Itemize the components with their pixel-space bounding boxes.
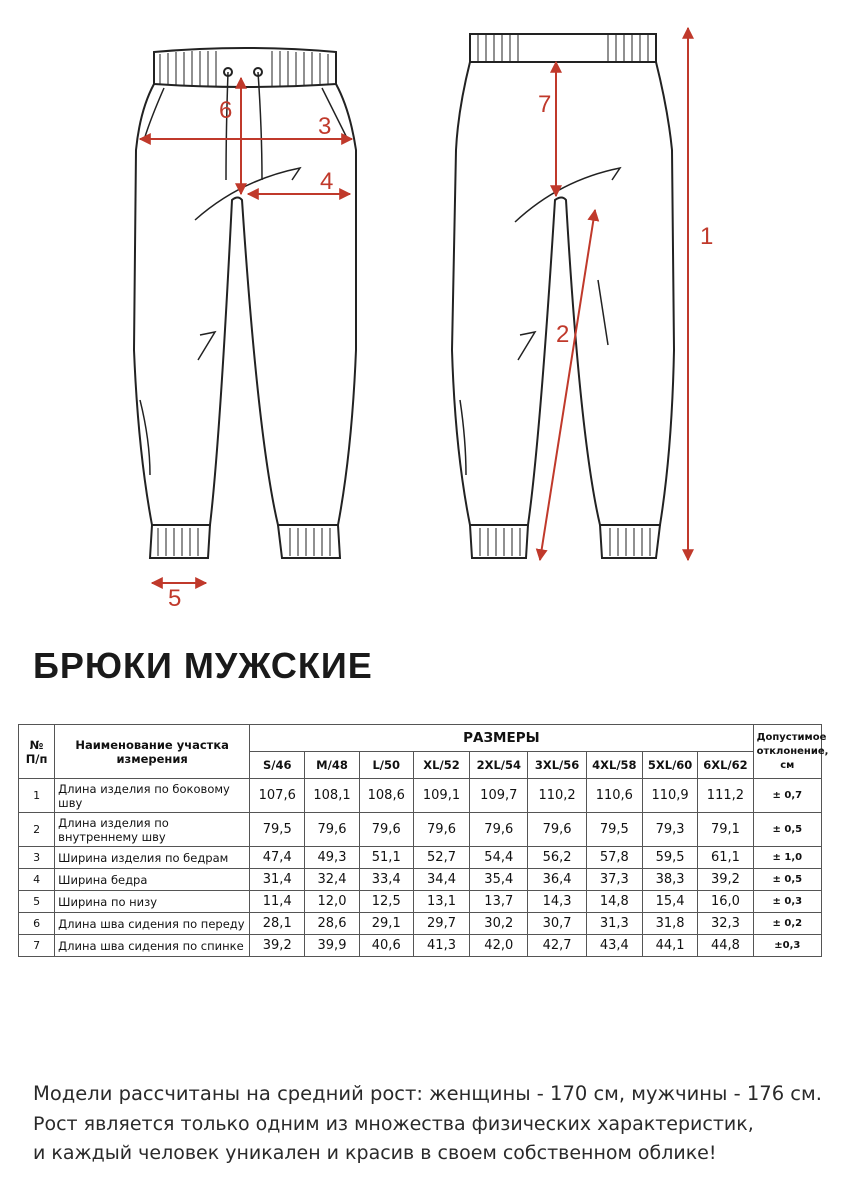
measure-label-5: 5 [168, 585, 182, 612]
header-sizes: РАЗМЕРЫ [250, 725, 753, 752]
size-value: 31,4 [250, 869, 305, 891]
size-value: 52,7 [413, 847, 469, 869]
size-value: 31,8 [642, 913, 697, 935]
size-value: 31,3 [586, 913, 642, 935]
size-value: 79,6 [413, 813, 469, 847]
size-value: 108,1 [305, 779, 359, 813]
table-row [19, 847, 822, 869]
size-value: 111,2 [698, 779, 753, 813]
size-header: 2XL/54 [470, 752, 528, 779]
row-number: 1 [19, 779, 55, 813]
size-value: 59,5 [642, 847, 697, 869]
tolerance-value: ± 1,0 [753, 847, 821, 869]
size-value: 29,1 [359, 913, 413, 935]
size-value: 12,0 [305, 891, 359, 913]
size-value: 28,1 [250, 913, 305, 935]
size-value: 29,7 [413, 913, 469, 935]
size-value: 32,3 [698, 913, 753, 935]
size-value: 79,6 [305, 813, 359, 847]
measure-label-7: 7 [538, 91, 552, 118]
size-value: 79,6 [470, 813, 528, 847]
measure-label-3: 3 [318, 113, 332, 140]
table-row [19, 891, 822, 913]
size-value: 44,1 [642, 935, 697, 957]
table-row [19, 869, 822, 891]
size-value: 51,1 [359, 847, 413, 869]
size-value: 44,8 [698, 935, 753, 957]
size-value: 41,3 [413, 935, 469, 957]
size-table [18, 724, 829, 957]
measure-label-2: 2 [556, 321, 570, 348]
size-value: 47,4 [250, 847, 305, 869]
size-header: XL/52 [413, 752, 469, 779]
size-value: 61,1 [698, 847, 753, 869]
size-header: 4XL/58 [586, 752, 642, 779]
measurement-name: Длина изделия по внутреннему шву [55, 813, 250, 847]
size-value: 37,3 [586, 869, 642, 891]
table-row [19, 779, 822, 813]
tolerance-value: ± 0,3 [753, 891, 821, 913]
measure-label-1: 1 [700, 223, 714, 250]
header-num: № П/п [19, 725, 55, 779]
tolerance-value: ±0,3 [753, 935, 821, 957]
tolerance-value: ± 0,5 [753, 813, 821, 847]
row-number: 7 [19, 935, 55, 957]
measurement-name: Длина шва сидения по спинке [55, 935, 250, 957]
measure-label-6: 6 [219, 97, 233, 124]
header-name: Наименование участка измерения [55, 725, 250, 779]
back-view-pants [452, 34, 674, 558]
tolerance-value: ± 0,2 [753, 913, 821, 935]
size-value: 109,1 [413, 779, 469, 813]
table-row [19, 813, 822, 847]
size-header: 5XL/60 [642, 752, 697, 779]
size-value: 16,0 [698, 891, 753, 913]
measurement-name: Длина изделия по боковому шву [55, 779, 250, 813]
size-value: 35,4 [470, 869, 528, 891]
size-value: 110,9 [642, 779, 697, 813]
note-line-2: Рост является только одним из множества физических характеристик, [33, 1113, 754, 1135]
size-value: 79,5 [586, 813, 642, 847]
tolerance-value: ± 0,7 [753, 779, 821, 813]
row-number: 3 [19, 847, 55, 869]
size-value: 43,4 [586, 935, 642, 957]
measurement-name: Ширина по низу [55, 891, 250, 913]
size-value: 14,3 [528, 891, 586, 913]
size-value: 110,2 [528, 779, 586, 813]
note-line-3: и каждый человек уникален и красив в своем собственном облике! [33, 1142, 717, 1164]
size-value: 12,5 [359, 891, 413, 913]
size-value: 39,9 [305, 935, 359, 957]
size-value: 49,3 [305, 847, 359, 869]
measurement-name: Ширина изделия по бедрам [55, 847, 250, 869]
row-number: 5 [19, 891, 55, 913]
size-value: 56,2 [528, 847, 586, 869]
size-value: 110,6 [586, 779, 642, 813]
size-value: 109,7 [470, 779, 528, 813]
size-value: 32,4 [305, 869, 359, 891]
size-header: 6XL/62 [698, 752, 753, 779]
size-value: 36,4 [528, 869, 586, 891]
size-value: 39,2 [250, 935, 305, 957]
size-value: 57,8 [586, 847, 642, 869]
size-value: 28,6 [305, 913, 359, 935]
size-value: 40,6 [359, 935, 413, 957]
size-header: 3XL/56 [528, 752, 586, 779]
measure-label-4: 4 [320, 168, 334, 195]
size-value: 79,6 [528, 813, 586, 847]
measurement-name: Ширина бедра [55, 869, 250, 891]
tolerance-value: ± 0,5 [753, 869, 821, 891]
size-value: 15,4 [642, 891, 697, 913]
row-number: 2 [19, 813, 55, 847]
table-row [19, 913, 822, 935]
size-value: 79,3 [642, 813, 697, 847]
size-value: 42,0 [470, 935, 528, 957]
table-row [19, 935, 822, 957]
size-value: 11,4 [250, 891, 305, 913]
size-value: 14,8 [586, 891, 642, 913]
size-value: 30,2 [470, 913, 528, 935]
size-value: 13,1 [413, 891, 469, 913]
size-value: 54,4 [470, 847, 528, 869]
size-value: 33,4 [359, 869, 413, 891]
size-header: L/50 [359, 752, 413, 779]
measurement-name: Длина шва сидения по переду [55, 913, 250, 935]
size-value: 108,6 [359, 779, 413, 813]
size-value: 39,2 [698, 869, 753, 891]
header-tolerance: Допустимое отклонение, см [753, 725, 821, 779]
size-header: M/48 [305, 752, 359, 779]
size-value: 38,3 [642, 869, 697, 891]
page-title: БРЮКИ МУЖСКИЕ [33, 645, 373, 686]
size-value: 107,6 [250, 779, 305, 813]
size-value: 42,7 [528, 935, 586, 957]
row-number: 4 [19, 869, 55, 891]
size-value: 13,7 [470, 891, 528, 913]
size-value: 79,1 [698, 813, 753, 847]
size-value: 34,4 [413, 869, 469, 891]
measure-line-2 [540, 210, 595, 560]
size-value: 79,5 [250, 813, 305, 847]
size-header: S/46 [250, 752, 305, 779]
size-value: 79,6 [359, 813, 413, 847]
size-value: 30,7 [528, 913, 586, 935]
note-line-1: Модели рассчитаны на средний рост: женщины - 170 см, мужчины - 176 см. [33, 1082, 822, 1105]
row-number: 6 [19, 913, 55, 935]
